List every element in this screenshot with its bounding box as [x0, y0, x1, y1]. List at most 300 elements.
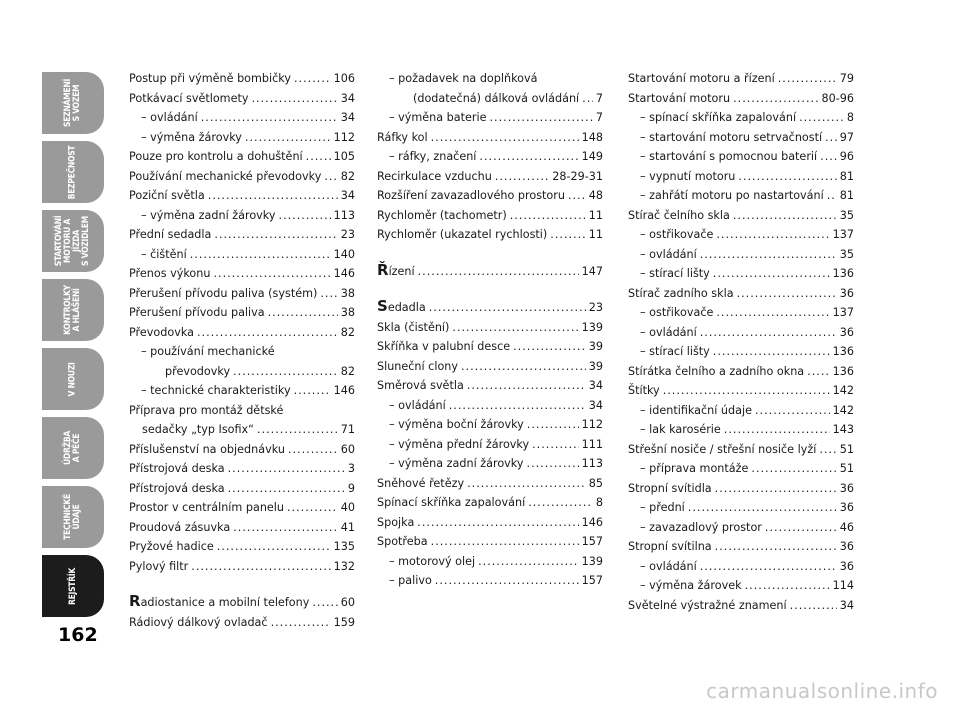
page-ref[interactable]: 39 [588, 359, 603, 373]
index-entry [129, 518, 355, 538]
index-entry-text: Rádiový dálkový ovladač [129, 615, 268, 629]
index-entry [377, 474, 603, 494]
page-ref[interactable]: 135 [333, 540, 355, 553]
index-entry-text: Rychloměr (tachometr) [377, 208, 507, 222]
index-entry-text: – lak karosérie [640, 423, 721, 436]
dot-leader [197, 323, 338, 343]
initial-letter: Ř [377, 260, 389, 279]
page-ref[interactable]: 137 [832, 306, 854, 319]
page-ref[interactable]: 34 [340, 189, 355, 202]
index-entry [129, 225, 355, 245]
page-ref[interactable]: 36 [839, 325, 854, 339]
index-entry-rest: edadla [387, 301, 426, 314]
index-entry [377, 376, 603, 396]
chapter-tab[interactable] [42, 141, 104, 203]
page-ref[interactable]: 41 [340, 520, 355, 534]
index-entry-text: Skříňka v palubní desce [377, 340, 511, 353]
dot-leader [287, 498, 338, 518]
dot-leader [510, 206, 586, 226]
dot-leader [279, 206, 331, 226]
index-entry [377, 435, 603, 455]
dot-leader [700, 557, 837, 577]
dot-leader [755, 401, 830, 421]
index-entry-text: Stropní svítidla [628, 481, 712, 495]
index-entry-text: Spotřeba [377, 535, 428, 548]
index-entry-text: Světelné výstražné znamení [628, 598, 787, 612]
page-ref[interactable]: 143 [832, 423, 854, 436]
index-entry-text: Příprava pro montáž dětské [129, 403, 284, 417]
dot-leader [251, 89, 337, 109]
page-ref[interactable]: 132 [333, 559, 355, 573]
index-entry-text: Štítky [628, 384, 660, 397]
page-ref[interactable]: 36 [839, 501, 854, 514]
index-entry-text: Střešní nosiče / střešní nosiče lyží [628, 442, 817, 456]
page-ref[interactable]: 142 [832, 384, 854, 397]
chapter-tab-label: ÚDRŽBA A PÉČE [62, 431, 82, 465]
index-entry [129, 245, 355, 265]
index-entry-text: Rozšíření zavazadlového prostoru [377, 189, 565, 202]
page-ref[interactable]: 8 [595, 496, 603, 509]
index-entry-text: Převodovka [129, 325, 194, 339]
page-ref[interactable]: 82 [340, 325, 355, 339]
watermark: carmanualsonline.info [706, 679, 938, 703]
page-ref[interactable]: 157 [581, 574, 603, 587]
index-entry-text: – stírací lišty [640, 345, 710, 358]
page-ref[interactable]: 139 [581, 554, 603, 568]
page-ref[interactable]: 146 [333, 384, 355, 397]
dot-leader [245, 128, 331, 148]
index-entry [129, 323, 355, 343]
dot-leader [550, 225, 585, 245]
index-entry-line [377, 69, 603, 89]
index-entry-text: Pylový filtr [129, 559, 189, 573]
dot-leader [745, 576, 830, 596]
section-gap [129, 576, 355, 592]
dot-leader [324, 167, 337, 187]
dot-leader [528, 493, 593, 513]
index-entry [129, 303, 355, 323]
index-entry-text: – výměna boční žárovky [389, 418, 524, 431]
index-entry [129, 167, 355, 187]
index-entry-text: Příslušenství na objednávku [129, 442, 285, 456]
dot-leader [738, 167, 836, 187]
index-entry-text: Sněhové řetězy [377, 476, 465, 490]
page-ref[interactable]: 105 [333, 150, 355, 163]
dot-leader [827, 186, 837, 206]
dot-leader [495, 167, 549, 187]
page-ref[interactable]: 142 [832, 403, 854, 417]
dot-leader [799, 108, 844, 128]
page-ref[interactable]: 48 [588, 189, 603, 202]
chapter-tab[interactable] [42, 72, 104, 134]
index-entry [129, 381, 355, 401]
index-entry [628, 303, 854, 323]
index-entry [377, 532, 603, 552]
page-ref[interactable]: 114 [832, 579, 854, 592]
index-entry-text: Skla (čistění) [377, 320, 450, 334]
index-entry-text: – ovládání [389, 398, 446, 412]
index-entry [377, 186, 603, 206]
dot-leader [733, 89, 818, 109]
index-entry [628, 69, 854, 89]
dot-leader [532, 435, 579, 455]
index-entry-text: – vypnutí motoru [640, 169, 736, 183]
page-ref[interactable]: 34 [588, 398, 603, 412]
index-entry-text: Přední sedadla [129, 228, 212, 241]
dot-leader [527, 415, 579, 435]
index-entry-text: Stírač zadního skla [628, 286, 734, 300]
chapter-tab-label: SEZNÁMENÍ S VOZEM [62, 79, 82, 127]
dot-leader [228, 479, 345, 499]
index-entry-text: – výměna baterie [389, 111, 487, 124]
page-ref[interactable]: 34 [839, 598, 854, 612]
index-entry-text [129, 592, 309, 613]
index-entry [628, 576, 854, 596]
index-entry [129, 206, 355, 226]
dot-leader [418, 262, 579, 282]
index-entry-text: Směrová světla [377, 379, 464, 392]
dot-leader [320, 284, 337, 304]
index-entry [628, 557, 854, 577]
index-entry-text: Spojka [377, 515, 415, 529]
index-entry [628, 420, 854, 440]
chapter-tab[interactable] [42, 210, 104, 272]
page-ref[interactable]: 36 [839, 559, 854, 573]
page-number: 162 [58, 624, 98, 646]
index-entry [628, 264, 854, 284]
section-gap [377, 245, 603, 261]
index-entry-text: Přístrojová deska [129, 462, 225, 475]
index-entry-text: – zahřátí motoru po nastartování [640, 189, 824, 202]
dot-leader [820, 147, 837, 167]
page-ref[interactable]: 136 [832, 267, 854, 280]
index-entry [628, 459, 854, 479]
index-entry-text: – spínací skříňka zapalování [640, 111, 797, 124]
dot-leader [527, 454, 579, 474]
page-ref[interactable]: 113 [581, 457, 603, 470]
dot-leader [449, 396, 586, 416]
chapter-tab[interactable] [42, 555, 104, 617]
index-entry [129, 108, 355, 128]
dot-leader [312, 593, 337, 613]
chapter-tab-label: BEZPEČNOST [67, 145, 78, 199]
dot-leader [715, 537, 837, 557]
page-ref[interactable]: 8 [846, 111, 854, 124]
index-entry-text: Startování motoru a řízení [628, 72, 775, 85]
index-entry [628, 498, 854, 518]
page-ref[interactable]: 51 [839, 442, 854, 456]
index-entry [129, 362, 355, 382]
index-column-1 [129, 69, 355, 632]
index-entry [628, 596, 854, 616]
index-entry-text: – výměna žárovky [141, 130, 242, 144]
index-entry [628, 401, 854, 421]
index-entry-text: – čištění [141, 247, 187, 261]
dot-leader [737, 284, 837, 304]
page-ref[interactable]: 140 [333, 247, 355, 261]
index-entry [377, 415, 603, 435]
page-ref[interactable]: 97 [839, 130, 854, 144]
chapter-tab[interactable] [42, 417, 104, 479]
index-entry [129, 537, 355, 557]
index-entry-text: Potkávací světlomety [129, 91, 249, 105]
index-entry-text: – příprava montáže [640, 462, 749, 475]
index-entry-text: – požadavek na doplňková [389, 72, 538, 85]
index-entry [129, 186, 355, 206]
page-ref[interactable]: 36 [839, 540, 854, 553]
page-ref[interactable]: 11 [588, 228, 603, 241]
page-ref[interactable]: 39 [588, 340, 603, 353]
page-ref[interactable]: 46 [839, 520, 854, 534]
page-ref[interactable]: 82 [340, 169, 355, 183]
chapter-tab-label: STARTOVÁNÍ MOTORU A JÍZDA S VOZIDLEM [54, 215, 91, 267]
index-entry [628, 128, 854, 148]
page-ref[interactable]: 139 [581, 320, 603, 334]
dot-leader [306, 147, 331, 167]
page-ref[interactable]: 34 [340, 91, 355, 105]
initial-letter: S [377, 297, 388, 315]
index-entry-line [129, 401, 355, 421]
index-entry-text: Rychloměr (ukazatel rychlosti) [377, 228, 548, 241]
index-entry [377, 167, 603, 187]
index-entry [129, 147, 355, 167]
index-entry-line [129, 342, 355, 362]
page-ref[interactable]: 36 [839, 286, 854, 300]
index-entry-text: – výměna zadní žárovky [389, 457, 524, 470]
dot-leader [214, 225, 337, 245]
index-entry [377, 261, 603, 282]
index-entry-text [377, 261, 415, 282]
index-entry-text: Přenos výkonu [129, 267, 211, 280]
index-entry [628, 362, 854, 382]
page-ref[interactable]: 51 [839, 462, 854, 475]
index-entry [377, 493, 603, 513]
chapter-tab-label: TECHNICKÉ ÚDAJE [62, 494, 82, 540]
page-ref[interactable]: 34 [340, 111, 355, 124]
index-entry [377, 206, 603, 226]
index-entry-text: Sluneční clony [377, 359, 458, 373]
page-ref[interactable]: 148 [581, 130, 603, 144]
dot-leader [700, 245, 837, 265]
page-ref[interactable]: 35 [839, 247, 854, 261]
page-ref[interactable]: 113 [333, 208, 355, 222]
index-entry-text: – technické charakteristiky [141, 384, 291, 397]
page-ref[interactable]: 81 [839, 189, 854, 202]
dot-leader [478, 552, 579, 572]
dot-leader [435, 571, 579, 591]
page-ref[interactable]: 146 [333, 267, 355, 280]
page-ref[interactable]: 7 [595, 111, 603, 124]
dot-leader [713, 342, 830, 362]
index-entry-text: Proudová zásuvka [129, 520, 231, 534]
index-entry-text: – ostřikovače [640, 228, 714, 241]
page-ref[interactable]: 7 [595, 91, 603, 105]
index-entry [129, 479, 355, 499]
index-entry [129, 592, 355, 613]
page-ref[interactable]: 35 [839, 208, 854, 222]
index-entry-text: Recirkulace vzduchu [377, 169, 492, 183]
index-entry [377, 357, 603, 377]
dot-leader [271, 613, 331, 633]
index-entry-text: – používání mechanické [141, 345, 275, 358]
dot-leader [479, 147, 578, 167]
index-entry [129, 498, 355, 518]
index-entry [377, 89, 603, 109]
page-ref[interactable]: 11 [588, 208, 603, 222]
page-ref[interactable]: 38 [340, 306, 355, 319]
dot-leader [213, 264, 330, 284]
dot-leader [233, 362, 338, 382]
page-ref[interactable]: 28-29-31 [552, 169, 603, 183]
index-entry [628, 284, 854, 304]
index-entry-text: Používání mechanické převodovky [129, 169, 322, 183]
index-column-3 [628, 69, 854, 615]
dot-leader [819, 440, 836, 460]
index-entry [377, 225, 603, 245]
index-entry [129, 264, 355, 284]
index-entry [628, 440, 854, 460]
page-ref[interactable]: 157 [581, 535, 603, 548]
page-ref[interactable]: 112 [333, 130, 355, 144]
index-entry-text: – ostřikovače [640, 306, 714, 319]
dot-leader [716, 303, 829, 323]
dot-leader [294, 69, 331, 89]
page-ref[interactable]: 60 [340, 442, 355, 456]
index-entry-text: – výměna žárovek [640, 579, 742, 592]
dot-leader [217, 537, 331, 557]
index-entry [129, 613, 355, 633]
page-ref[interactable]: 40 [340, 501, 355, 514]
dot-leader [807, 362, 829, 382]
page-ref[interactable]: 23 [588, 301, 603, 314]
dot-leader [452, 318, 578, 338]
page-ref[interactable]: 112 [581, 418, 603, 431]
index-entry-text: – zavazadlový prostor [640, 520, 762, 534]
index-entry [628, 537, 854, 557]
page-ref[interactable]: 149 [581, 150, 603, 163]
index-entry [129, 459, 355, 479]
page-ref[interactable]: 82 [340, 364, 355, 378]
dot-leader [467, 474, 586, 494]
dot-leader [288, 440, 338, 460]
index-entry [628, 167, 854, 187]
index-entry-text [377, 297, 426, 318]
page-ref[interactable]: 136 [832, 345, 854, 358]
index-entry-text: Pouze pro kontrolu a dohuštění [129, 150, 303, 163]
index-entry-text: – ovládání [640, 247, 697, 261]
index-entry-text: Spínací skříňka zapalování [377, 496, 526, 509]
index-entry [628, 479, 854, 499]
dot-leader [294, 381, 331, 401]
dot-leader [663, 381, 830, 401]
page-ref[interactable]: 106 [333, 72, 355, 85]
page-ref[interactable]: 36 [839, 481, 854, 495]
dot-leader [700, 323, 837, 343]
page-ref[interactable]: 79 [839, 72, 854, 85]
dot-leader [724, 420, 830, 440]
page-ref[interactable]: 85 [588, 476, 603, 490]
page-ref[interactable]: 96 [839, 150, 854, 163]
page-ref[interactable]: 34 [588, 379, 603, 392]
index-entry [129, 89, 355, 109]
index-entry [628, 108, 854, 128]
dot-leader [228, 459, 345, 479]
dot-leader [191, 557, 330, 577]
dot-leader [568, 186, 586, 206]
page-ref[interactable]: 23 [340, 228, 355, 241]
index-entry-rest: adiostanice a mobilní telefony [140, 596, 310, 609]
index-entry-text: Stropní svítilna [628, 540, 712, 553]
dot-leader [716, 225, 829, 245]
page-ref[interactable]: 159 [333, 615, 355, 629]
chapter-tab[interactable] [42, 486, 104, 548]
index-entry [129, 440, 355, 460]
index-entry [628, 342, 854, 362]
index-entry [628, 225, 854, 245]
index-entry [377, 454, 603, 474]
initial-letter: R [129, 592, 141, 610]
chapter-tab[interactable] [42, 279, 104, 341]
index-entry [129, 69, 355, 89]
index-entry-text: sedačky „typ Isofix“ [142, 423, 254, 436]
dot-leader [765, 518, 837, 538]
index-entry-text: Stírač čelního skla [628, 208, 730, 222]
index-entry [377, 552, 603, 572]
page-ref[interactable]: 71 [340, 423, 355, 436]
page-ref[interactable]: 60 [340, 596, 355, 609]
chapter-tab[interactable] [42, 348, 104, 410]
dot-leader [751, 459, 836, 479]
index-entry-text: – identifikační údaje [640, 403, 752, 417]
page-ref[interactable]: 147 [581, 264, 603, 278]
page-ref[interactable]: 137 [832, 228, 854, 241]
dot-leader [825, 128, 837, 148]
dot-leader [582, 89, 593, 109]
index-entry [377, 318, 603, 338]
dot-leader [429, 298, 586, 318]
index-entry-text: – stírací lišty [640, 267, 710, 280]
index-entry [628, 323, 854, 343]
index-entry [628, 518, 854, 538]
page-ref[interactable]: 38 [340, 286, 355, 300]
page-ref[interactable]: 81 [839, 169, 854, 183]
index-entry [377, 337, 603, 357]
page-ref[interactable]: 136 [832, 364, 854, 378]
dot-leader [190, 245, 331, 265]
index-entry-text: Prostor v centrálním panelu [129, 501, 284, 514]
index-entry-text: – ráfky, značení [389, 150, 477, 163]
page-ref[interactable]: 80-96 [821, 91, 854, 105]
index-entry-text: – startování motoru setrvačností [640, 130, 823, 144]
index-entry [129, 128, 355, 148]
page-ref[interactable]: 111 [581, 437, 603, 451]
dot-leader [778, 69, 837, 89]
index-entry [377, 108, 603, 128]
index-entry-text: – přední [640, 501, 685, 514]
index-column-2 [377, 69, 603, 591]
dot-leader [513, 337, 586, 357]
index-entry [377, 147, 603, 167]
index-entry [628, 206, 854, 226]
page-ref[interactable]: 9 [347, 481, 355, 495]
index-entry-text: Pryžové hadice [129, 540, 214, 553]
index-entry-text: Přerušení přívodu paliva [129, 306, 265, 319]
page-ref[interactable]: 3 [347, 462, 355, 475]
index-entry [377, 297, 603, 318]
dot-leader [490, 108, 593, 128]
page-ref[interactable]: 146 [581, 515, 603, 529]
index-entry [628, 186, 854, 206]
